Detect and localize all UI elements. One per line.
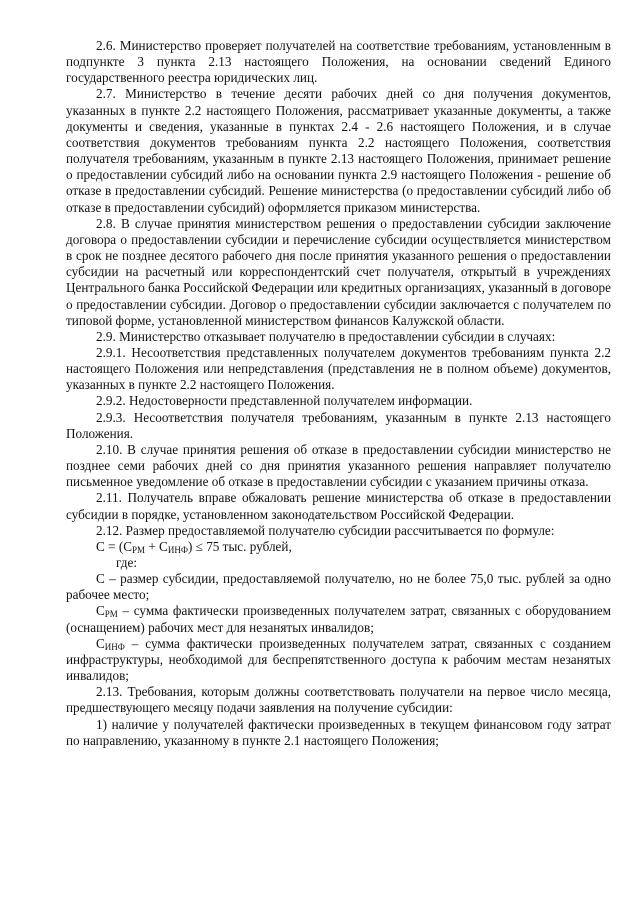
paragraph-2-9-3: 2.9.3. Несоответствия получателя требованиям, указанным в пункте 2.13 настоящего Положения. bbox=[66, 409, 611, 441]
definition-c-rm-symbol: С bbox=[96, 603, 105, 619]
paragraph-2-9-1: 2.9.1. Несоответствия представленных получателем документов требованиям пункта 2.2 настоящего Положения или непредставления (представления не в полном объеме) документов, указанных в пункте 2.2 настоящего Положения. bbox=[66, 344, 611, 393]
definition-c-inf-symbol: С bbox=[96, 635, 105, 651]
definition-c-rm-text: – сумма фактически произведенных получателем затрат, связанных с оборудованием (оснащением) рабочих мест для незанятых инвалидов; bbox=[66, 603, 611, 635]
formula-plus: + С bbox=[145, 538, 168, 554]
formula bbox=[66, 539, 611, 555]
paragraph-2-6: 2.6. Министерство проверяет получателей на соответствие требованиям, установленным в подпункте 3 пункта 2.13 настоящего Положения, на основании сведений Единого государственного реестра юридических лиц. bbox=[66, 38, 611, 86]
paragraph-2-7: 2.7. Министерство в течение десяти рабочих дней со дня получения документов, указанных в пункте 2.2 настоящего Положения, рассматривает указанные документы, а также документы и сведения, указанные в пунктах 2.4 - 2.6 настоящего Положения, и в случае соответствия документов требованиям пункта 2.2 настоящего Положения, соответствия получателя требованиям, указанным в пункте 2.13 настоящего Положения, принимает решение о предоставлении субсидий либо на основании пункта 2.9 настоящего Положения - решение об отказе в предоставлении субсидий. Решение министерства (о предоставлении субсидий либо об отказе в предоставлении субсидий) оформляется приказом министерства. bbox=[66, 86, 611, 215]
requirement-1: 1) наличие у получателей фактически произведенных в текущем финансовом году затрат по направлению, указанному в пункте 2.1 настоящего Положения; bbox=[66, 716, 611, 748]
paragraph-2-11: 2.11. Получатель вправе обжаловать решение министерства об отказе в предоставлении субсидии в порядке, установленном законодательством Российской Федерации. bbox=[66, 490, 611, 522]
formula-sub-rm: РМ bbox=[132, 544, 146, 555]
definition-c-inf-text: – сумма фактически произведенных получателем затрат, связанных с созданием инфраструктуры, необходимой для беспрепятственного доступа к рабочим местам незанятых инвалидов; bbox=[66, 635, 611, 684]
definition-c-inf-sub: ИНФ bbox=[104, 641, 125, 652]
definition-c-rm-sub: РМ bbox=[104, 609, 118, 620]
paragraph-2-8: 2.8. В случае принятия министерством решения о предоставлении субсидии заключение договора о предоставлении субсидии и перечисление субсидии осуществляется министерством в срок не позднее десятого рабочего дня после принятия указанного решения о предоставлении субсидии на расчетный или корреспондентский счет получателя, открытый в учреждениях Центрального банка Российской Федерации или кредитных организациях, указанный в договоре о предоставлении субсидии. Договор о предоставлении субсидии заключается с получателем по типовой форме, установленной министерством финансов Калужской области. bbox=[66, 215, 611, 328]
definition-c: С – размер субсидии, предоставляемой получателю, но не более 75,0 тыс. рублей за одно рабочее место; bbox=[66, 571, 611, 603]
formula-end: ) ≤ 75 тыс. рублей, bbox=[187, 538, 292, 554]
formula-start: С = (С bbox=[96, 538, 133, 554]
paragraph-2-9: 2.9. Министерство отказывает получателю в предоставлении субсидии в случаях: bbox=[96, 328, 556, 344]
formula-sub-inf: ИНФ bbox=[167, 544, 188, 555]
formula-where: где: bbox=[116, 555, 137, 570]
paragraph-2-10: 2.10. В случае принятия решения об отказе в предоставлении субсидии министерство не позднее семи рабочих дней со дня принятия указанного решения направляет получателю письменное уведомление об отказе в предоставлении субсидии с указанием причины отказа. bbox=[66, 441, 611, 490]
definition-c-rm bbox=[66, 603, 611, 635]
definition-c-inf bbox=[66, 636, 611, 684]
paragraph-2-9-2: 2.9.2. Недостоверности представленной получателем информации. bbox=[96, 393, 473, 409]
paragraph-2-12: 2.12. Размер предоставляемой получателю субсидии рассчитывается по формуле: bbox=[96, 522, 555, 538]
paragraph-2-13: 2.13. Требования, которым должны соответствовать получатели на первое число месяца, предшествующего месяцу подачи заявления на получение субсидии: bbox=[66, 684, 611, 716]
document-page bbox=[66, 38, 611, 749]
